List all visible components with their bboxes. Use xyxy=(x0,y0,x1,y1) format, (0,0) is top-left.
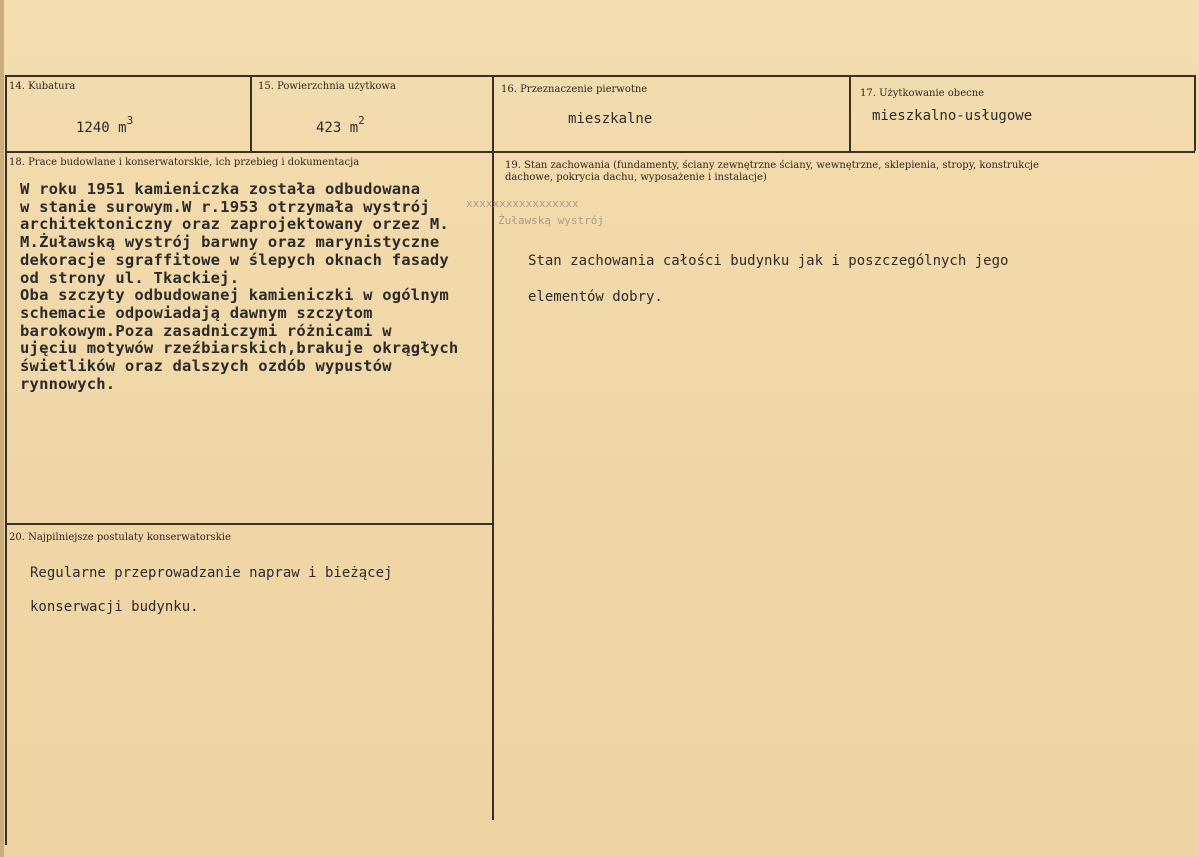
stan-label: 19. Stan zachowania (fundamenty, ściany zewnętrzne ściany, wewnętrzne, sklepienia, stropy, konstrukcje dachowe, pokrycia dachu, wyposażenie i instalacje) xyxy=(505,160,1039,183)
uzytkowanie-value: mieszkalno-usługowe xyxy=(872,108,1033,124)
prace-line: rynnowych. xyxy=(20,374,116,393)
powierzchnia-value: 423 $m^2$ xyxy=(316,114,365,136)
prace-line: architektoniczny oraz zaprojektowany orzez M. xyxy=(20,215,449,234)
rule-right xyxy=(1194,75,1196,151)
struck-out-text: xxxxxxxxxxxxxxxxx xyxy=(466,197,579,210)
prace-line: M.Żuławską wystrój barwny oraz marynistyczne xyxy=(20,233,440,252)
card-edge xyxy=(0,0,4,857)
prace-line: schemacie odpowiadają dawnym szczytom xyxy=(20,303,373,322)
prace-line: W roku 1951 kamieniczka została odbudowana xyxy=(20,180,421,198)
prace-line: dekoracje sgraffitowe w ślepych oknach fasady xyxy=(20,250,449,269)
kubatura-label: 14. Kubatura xyxy=(9,81,76,92)
rule-col3 xyxy=(849,75,851,151)
postulaty-label: 20. Najpilniejsze postulaty konserwatorskie xyxy=(9,532,231,543)
prace-line: barokowym.Poza zasadniczymi różnicami w xyxy=(20,321,392,340)
rule-row2-bottom xyxy=(5,523,493,525)
rule-col2 xyxy=(492,75,494,820)
stan-line: elementów dobry. xyxy=(528,289,663,305)
przeznaczenie-value: mieszkalne xyxy=(568,111,653,127)
prace-line: świetlików oraz dalszych ozdób wypustów xyxy=(20,357,392,376)
prace-text xyxy=(20,181,458,393)
struck-out-text: Żuławską wystrój xyxy=(498,214,604,227)
stan-line: Stan zachowania całości budynku jak i poszczególnych jego xyxy=(528,253,1009,269)
prace-line: ujęciu motywów rzeźbiarskich,brakuje okrągłych xyxy=(20,339,459,358)
prace-line: od strony ul. Tkackiej. xyxy=(20,268,240,287)
prace-line: Oba szczyty odbudowanej kamieniczki w ogólnym xyxy=(20,286,449,305)
postulaty-line: Regularne przeprowadzanie napraw i bieżącej xyxy=(30,565,393,581)
rule-col1 xyxy=(250,75,252,151)
rule-top xyxy=(5,75,1195,77)
uzytkowanie-label: 17. Użytkowanie obecne xyxy=(860,88,985,99)
rule-row1-bottom xyxy=(5,151,1195,153)
prace-line: w stanie surowym.W r.1953 otrzymała wystrój xyxy=(20,197,430,216)
postulaty-line: konserwacji budynku. xyxy=(30,599,199,615)
przeznaczenie-label: 16. Przeznaczenie pierwotne xyxy=(501,84,648,95)
prace-label: 18. Prace budowlane i konserwatorskie, ich przebieg i dokumentacja xyxy=(9,157,360,168)
powierzchnia-label: 15. Powierzchnia użytkowa xyxy=(258,81,396,92)
rule-left xyxy=(5,75,7,845)
kubatura-value: 1240 $m^3$ xyxy=(76,114,134,136)
